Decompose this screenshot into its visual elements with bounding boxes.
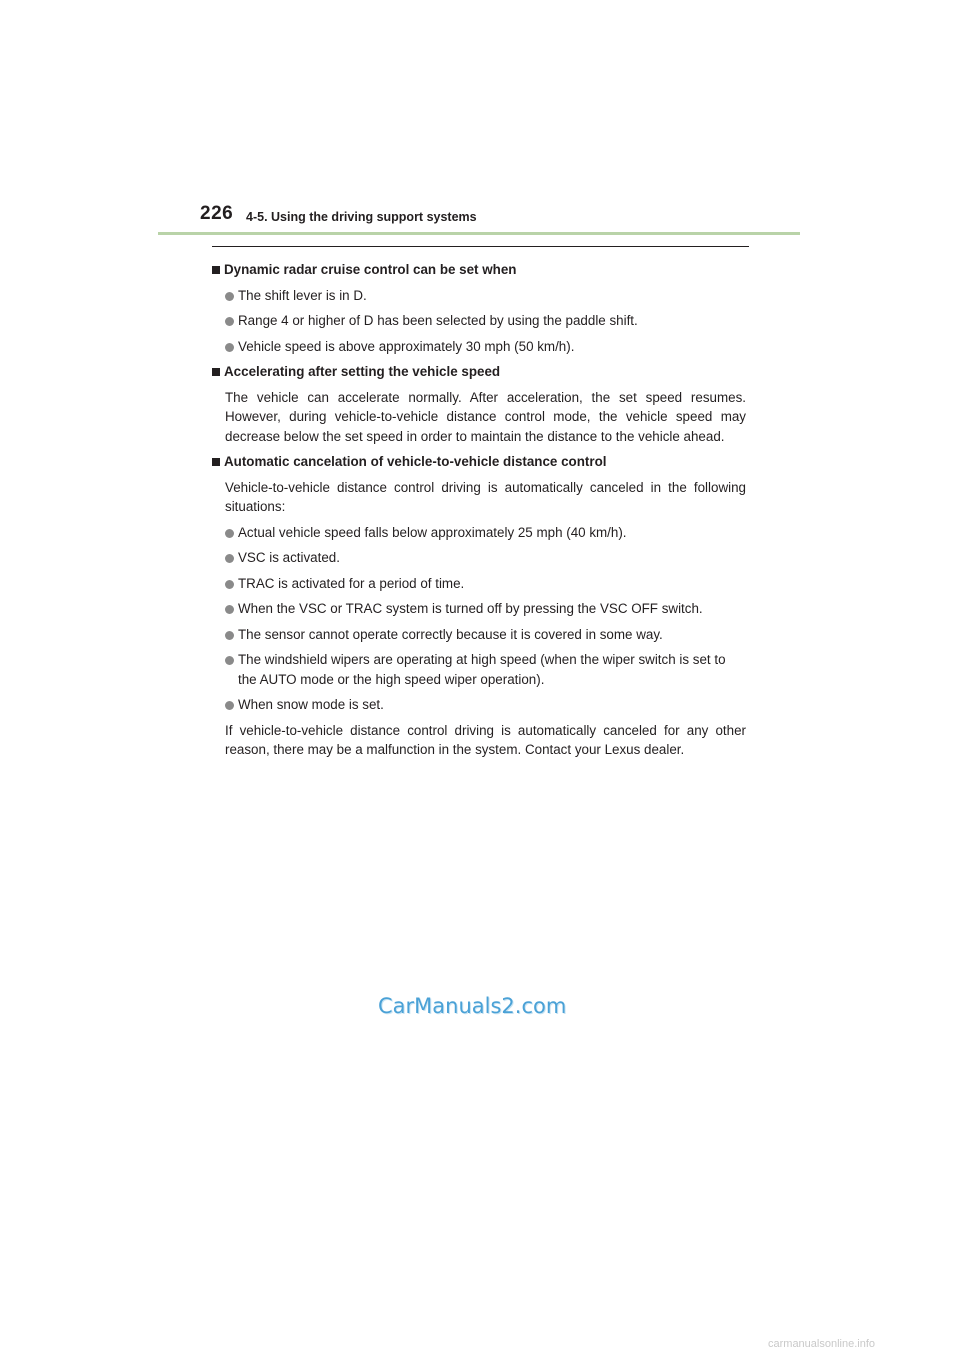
- list-item: [212, 599, 746, 619]
- circle-bullet-icon: [225, 656, 234, 665]
- paragraph: Vehicle-to-vehicle distance control driving is automatically canceled in the following situations:: [225, 479, 746, 514]
- section-heading: [212, 362, 746, 382]
- circle-bullet-icon: [225, 292, 234, 301]
- square-bullet-icon: [212, 266, 220, 274]
- list-item-text: Actual vehicle speed falls below approximately 25 mph (40 km/h).: [238, 524, 627, 540]
- list-item-text: Vehicle speed is above approximately 30 mph (50 km/h).: [238, 338, 575, 354]
- list-item-text: VSC is activated.: [238, 550, 340, 565]
- circle-bullet-icon: [225, 631, 234, 640]
- manual-content: [212, 260, 746, 766]
- circle-bullet-icon: [225, 529, 234, 538]
- square-bullet-icon: [212, 458, 220, 466]
- circle-bullet-icon: [225, 343, 234, 352]
- content-divider: [212, 246, 749, 247]
- footer-watermark: carmanualsonline.info: [768, 1338, 876, 1350]
- watermark-link[interactable]: CarManuals2.com: [378, 994, 567, 1018]
- heading-text: Automatic cancelation of vehicle-to-vehicle distance control: [224, 454, 607, 469]
- heading-text: Accelerating after setting the vehicle speed: [224, 364, 501, 379]
- list-item-text: The sensor cannot operate correctly because it is covered in some way.: [238, 626, 663, 642]
- circle-bullet-icon: [225, 580, 234, 589]
- list-item: [212, 574, 746, 594]
- list-item: [212, 311, 746, 331]
- heading-text: Dynamic radar cruise control can be set when: [224, 262, 517, 277]
- list-item-text: Range 4 or higher of D has been selected by using the paddle shift.: [238, 313, 638, 328]
- circle-bullet-icon: [225, 605, 234, 614]
- list-item-text: The shift lever is in D.: [238, 287, 367, 303]
- list-item-text: When snow mode is set.: [238, 697, 384, 712]
- paragraph: If vehicle-to-vehicle distance control driving is automatically canceled for any other reason, there may be a malfunction in the system. Contact your Lexus dealer.: [225, 722, 746, 757]
- list-item: [212, 523, 746, 543]
- section-title: 4-5. Using the driving support systems: [246, 210, 477, 224]
- circle-bullet-icon: [225, 701, 234, 710]
- list-item: [212, 548, 746, 568]
- circle-bullet-icon: [225, 554, 234, 563]
- header-divider: [158, 232, 800, 235]
- list-item: [212, 625, 746, 645]
- list-item: [212, 286, 746, 306]
- list-item-text: The windshield wipers are operating at high speed (when the wiper switch is set to the AUTO mode or the high speed wiper operation).: [238, 652, 726, 687]
- paragraph: The vehicle can accelerate normally. After acceleration, the set speed resumes. However, during vehicle-to-vehicle distance control mode, the vehicle speed may decrease below the set speed in order to maintain the distance to the vehicle ahead.: [225, 389, 746, 444]
- list-item-text: When the VSC or TRAC system is turned off by pressing the VSC OFF switch.: [238, 601, 703, 616]
- circle-bullet-icon: [225, 317, 234, 326]
- list-item: [212, 650, 746, 689]
- page-number: 226: [200, 203, 234, 224]
- list-item-text: TRAC is activated for a period of time.: [238, 575, 465, 591]
- list-item: [212, 337, 746, 357]
- section-heading: [212, 260, 746, 280]
- section-heading: [212, 452, 746, 472]
- square-bullet-icon: [212, 368, 220, 376]
- list-item: [212, 695, 746, 715]
